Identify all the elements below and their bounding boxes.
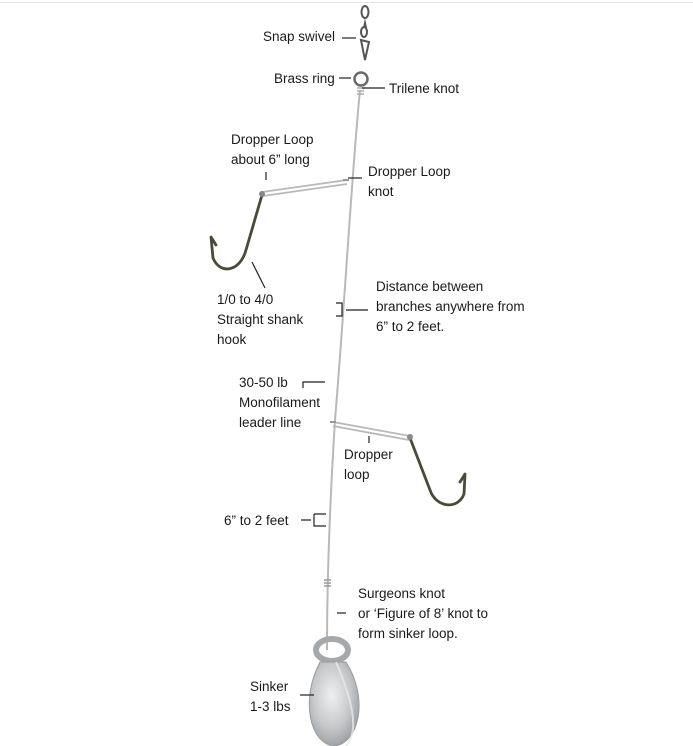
label-sinker [250,677,291,717]
label-line: leader line [239,415,302,430]
label-snap-swivel [263,27,335,47]
label-leader-line [239,373,320,433]
label-line: 1/0 to 4/0 [217,292,274,307]
label-dropper-loop [344,445,393,485]
label-line: form sinker loop. [358,626,458,641]
label-line: Monofilament [239,395,321,410]
label-line: Straight shank [217,312,304,327]
label-line: 1-3 lbs [250,699,291,714]
mark-hook [252,262,265,288]
bracket-branch-distance [336,303,368,316]
label-line: about 6” long [231,152,310,167]
label-line: Distance between [376,279,484,294]
label-line: knot [368,184,394,199]
lower-hook-eye [407,434,413,440]
label-line: hook [217,332,247,347]
label-line: Dropper [344,447,393,462]
lower-dropper-loop [333,422,410,440]
label-snap-swivel-text: Snap swivel [263,29,336,44]
label-line: Sinker [250,679,289,694]
label-dropper-loop-length [231,130,314,170]
label-hook [217,290,303,350]
label-brass-ring [274,69,335,89]
label-lower-distance [224,511,289,531]
bracket-lower-distance [301,514,326,526]
sinker-weight [309,639,359,746]
label-line: branches anywhere from [376,299,525,314]
label-line: 6” to 2 feet. [376,319,445,334]
brass-ring [355,73,368,86]
label-line: Surgeons knot [358,586,446,601]
label-lower-distance-text: 6” to 2 feet [224,513,289,528]
label-branch-distance [376,277,525,337]
label-line: loop [344,467,370,482]
label-line: Dropper Loop [231,132,314,147]
label-line: or ‘Figure of 8’ knot to [358,606,489,621]
label-dropper-loop-knot [368,162,451,202]
upper-dropper-loop [262,180,347,196]
label-surgeons-knot [358,584,488,644]
label-line: 30-50 lb [239,375,288,390]
label-trilene-knot-text: Trilene knot [389,81,460,96]
label-brass-ring-text: Brass ring [274,71,335,86]
lower-hook-icon [410,438,465,505]
upper-hook-icon [211,195,262,269]
upper-hook-eye [259,191,265,197]
main-leader-line [327,90,360,650]
label-trilene-knot [389,79,459,99]
snap-swivel [361,6,369,60]
label-line: Dropper Loop [368,164,451,179]
